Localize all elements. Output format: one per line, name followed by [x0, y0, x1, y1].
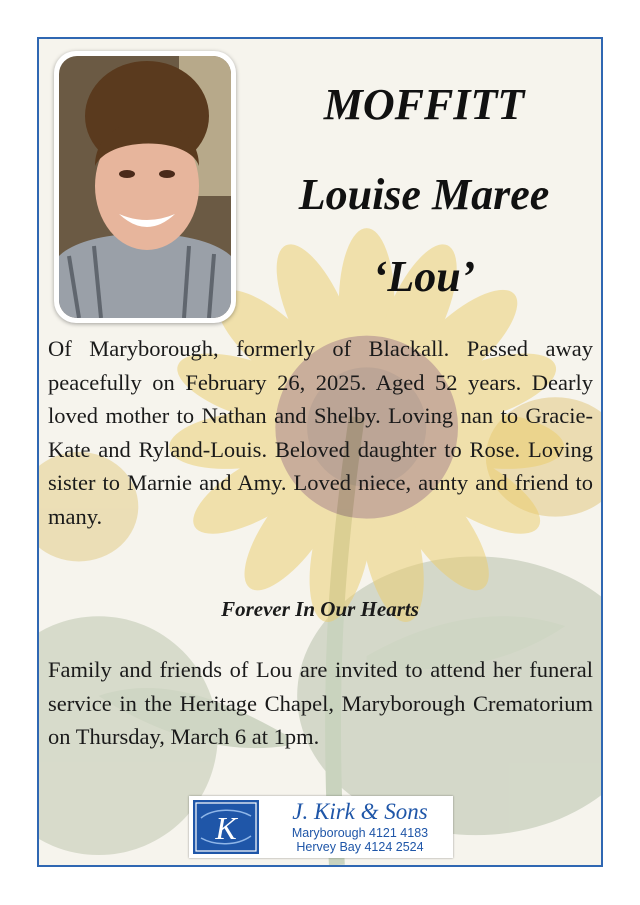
- phone-maryborough: Maryborough 4121 4183: [291, 826, 429, 840]
- funeral-director-name: J. Kirk & Sons: [292, 799, 428, 824]
- deceased-nickname: ‘Lou’: [372, 252, 476, 301]
- deceased-given-names: Louise Maree: [298, 170, 550, 219]
- funeral-details: Family and friends of Lou are invited to attend her funeral service in the Heritage Chapel, Maryborough Crematorium on Thursday, March 6 at 1pm.: [48, 657, 593, 749]
- deceased-surname: MOFFITT: [323, 80, 525, 129]
- obituary-paragraph: Of Maryborough, formerly of Blackall. Passed away peacefully on February 26, 2025. Aged 52 years. Dearly loved mother to Nathan and Shelby. Loving nan to Gracie-Kate and Ryland-Louis. Beloved daughter to Rose. Loving sister to Marnie and Amy. Loved niece, aunty and friend to many.: [48, 336, 593, 529]
- svg-text:K: K: [215, 810, 237, 846]
- notice-frame: [37, 37, 603, 867]
- phone-hervey-bay: Hervey Bay 4124 2524: [296, 840, 424, 854]
- monogram-k-icon: [193, 800, 259, 854]
- funeral-director-logo: [189, 796, 453, 858]
- memorial-motto: Forever In Our Hearts: [221, 597, 419, 621]
- portrait-photo: [54, 51, 236, 323]
